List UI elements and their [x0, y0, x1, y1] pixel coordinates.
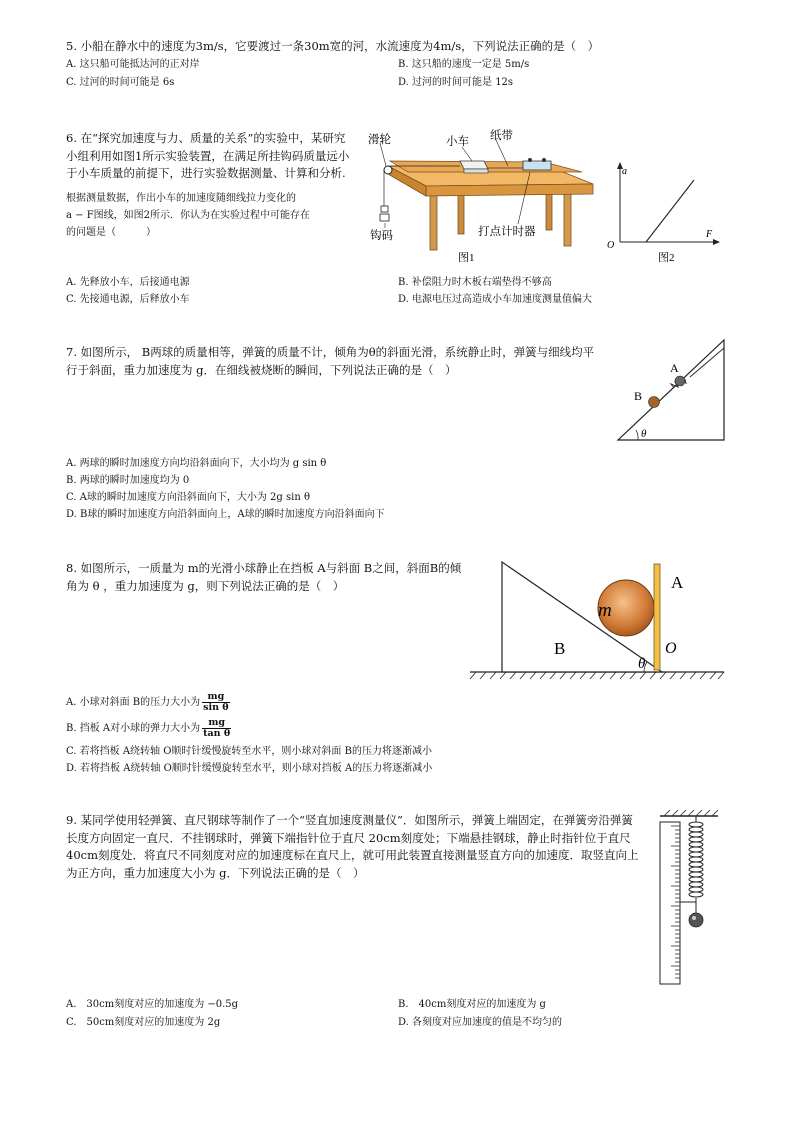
weight — [380, 214, 389, 221]
ball-b — [649, 397, 660, 408]
q6-stem-line: 小组利用如图1所示实验装置，在满足所挂钩码质量远小 — [66, 148, 350, 163]
q9-option-c[interactable]: C. 50cm刻度对应的加速度为 2g — [66, 1017, 221, 1028]
q6-stem-line: 根据测量数据，作出小车的加速度随细线拉力变化的 — [66, 193, 296, 204]
incline-label: B — [554, 639, 566, 658]
q5-option-d[interactable]: D. 过河的时间可能是 12s — [398, 77, 514, 88]
cart — [460, 161, 488, 169]
q9-option-b[interactable]: B. 40cm刻度对应的加速度为 g — [398, 999, 546, 1010]
q6-option-a[interactable]: A. 先释放小车，后接通电源 — [66, 277, 190, 288]
fraction-numerator: mg — [202, 692, 230, 703]
x-arrow — [713, 239, 720, 245]
pulley-label: 滑轮 — [368, 134, 391, 146]
q9-stem-line: 40cm刻度处．将直尺不同刻度对应的加速度标在直尺上，就可用此装置直接测量竖直方向的加速度．取竖直向上 — [66, 848, 639, 862]
q9-stem-line: 9. 某同学使用轻弹簧、直尺钢球等制作了一个“竖直加速度测量仪”．如图所示，弹簧上端固定，在弹簧旁沿弹簧 — [66, 813, 633, 827]
q7-stem-line: 行于斜面，重力加速度为 g．在细线被烧断的瞬间，下列说法正确的是（ ） — [66, 362, 457, 377]
q5-option-a[interactable]: A. 这只船可能抵达河的正对岸 — [66, 59, 200, 70]
q6-option-c[interactable]: C. 先接通电源，后释放小车 — [66, 294, 190, 305]
q8-option-a-fraction — [202, 692, 230, 713]
table-edge — [426, 184, 593, 196]
q9-stem-line: 为正方向，重力加速度大小为 g．下列说法正确的是（ ） — [66, 865, 365, 880]
fraction-denominator: tan θ — [203, 728, 231, 739]
q8-stem — [66, 560, 466, 595]
cart-base — [464, 169, 488, 173]
q7-option-d[interactable]: D. B球的瞬时加速度方向沿斜面向上，A球的瞬时加速度方向沿斜面向下 — [66, 509, 385, 520]
q7-option-b[interactable]: B. 两球的瞬时加速度均为 0 — [66, 475, 190, 486]
q6-figure-2 — [602, 160, 722, 268]
pulley — [384, 166, 392, 174]
q6-stem — [66, 130, 366, 183]
fig2-caption: 图2 — [658, 252, 675, 264]
q6-stem-line: 于小车质量的前提下，进行实验数据测量、计算和分析. — [66, 166, 346, 180]
leader-line — [380, 143, 386, 166]
q8-option-c[interactable]: C. 若将挡板 A绕转轴 O顺时针缓慢旋转至水平，则小球对斜面 B的压力将逐渐减小 — [66, 746, 432, 757]
q7-option-c[interactable]: C. A球的瞬时加速度方向沿斜面向下，大小为 2g sin θ — [66, 492, 310, 503]
q7-figure — [610, 338, 730, 444]
timer-post — [542, 158, 546, 162]
tape-label: 纸带 — [490, 130, 513, 142]
cart-label: 小车 — [446, 136, 469, 148]
timer-post — [528, 158, 532, 162]
q9-stem-line: 长度方向固定一直尺．不挂钢球时，弹簧下端指针位于直尺 20cm刻度处；下端悬挂钢球，静止时指针位于直尺 — [66, 830, 631, 845]
ground-hatch — [470, 672, 724, 679]
q6-stem-line: 的问题是（ ） — [66, 227, 156, 238]
table-leg — [458, 190, 464, 234]
ball-a — [675, 376, 685, 386]
ball-a-label: A — [670, 361, 679, 375]
x-label: F — [706, 229, 713, 240]
q6-stem-2 — [66, 190, 366, 241]
q6-figure-1 — [368, 128, 600, 268]
table-leg — [546, 190, 552, 230]
q6-option-b[interactable]: B. 补偿阻力时木板右端垫得不够高 — [398, 277, 552, 288]
origin-label: O — [607, 240, 615, 251]
q8-option-b[interactable] — [66, 718, 231, 739]
fraction-numerator: mg — [202, 718, 231, 729]
q8-option-b-fraction — [202, 718, 231, 739]
ball-label: m — [598, 600, 612, 621]
q7-option-a[interactable]: A. 两球的瞬时加速度方向均沿斜面向下，大小均为 g sin θ — [66, 458, 327, 469]
q8-option-a-text: A. 小球对斜面 B的压力大小为 — [66, 697, 201, 708]
angle-label: θ — [641, 428, 647, 440]
y-label: a — [622, 166, 627, 177]
ball-b-label: B — [634, 389, 643, 403]
spring — [689, 816, 703, 897]
steel-ball — [689, 913, 703, 927]
q9-stem — [66, 812, 656, 882]
q7-stem — [66, 344, 626, 379]
q8-stem-line: 8. 如图所示，一质量为 m的光滑小球静止在挡板 A与斜面 B之间，斜面B的倾 — [66, 561, 462, 575]
q6-option-d[interactable]: D. 电源电压过高造成小车加速度测量值偏大 — [398, 294, 593, 305]
ticker-timer — [523, 161, 551, 170]
table-leg — [430, 194, 437, 250]
q9-option-d[interactable]: D. 各刻度对应加速度的值是不均匀的 — [398, 1017, 563, 1028]
weight-label: 钩码 — [370, 230, 393, 242]
q5-stem: 5. 小船在静水中的速度为3m/s，它要渡过一条30m宽的河，水流速度为4m/s，下列说法正确的是（ ） — [66, 39, 600, 53]
angle-label: θ — [638, 656, 646, 672]
ball-highlight — [692, 916, 696, 920]
weight — [381, 206, 388, 212]
q8-figure — [466, 558, 728, 686]
q5-option-c[interactable]: C. 过河的时间可能是 6s — [66, 77, 175, 88]
q8-option-d[interactable]: D. 若将挡板 A绕转轴 O顺时针缓慢旋转至水平，则小球对挡板 A的压力将逐渐减小 — [66, 763, 433, 774]
fraction-denominator: sin θ — [203, 702, 229, 713]
q6-stem-line: a − F图线，如图2所示．你认为在实验过程中可能存在 — [66, 210, 310, 221]
plate-label: A — [671, 573, 684, 592]
q6-stem-line: 6. 在“探究加速度与力、质量的关系”的实验中，某研究 — [66, 131, 346, 145]
q8-stem-line: 角为 θ ，重力加速度为 g，则下列说法正确的是（ ） — [66, 578, 345, 593]
q9-figure — [658, 810, 722, 988]
table-leg — [564, 194, 571, 246]
pivot-label: O — [665, 640, 677, 657]
q7-stem-line: 7. 如图所示， B两球的质量相等，弹簧的质量不计，倾角为θ的斜面光滑，系统静止时，弹簧与细线均平 — [66, 345, 595, 359]
leader-line — [462, 147, 472, 161]
q8-option-a[interactable] — [66, 692, 230, 713]
q9-option-a[interactable]: A. 30cm刻度对应的加速度为 −0.5g — [66, 999, 239, 1010]
ceiling-hatch — [664, 810, 718, 816]
q5-option-b[interactable]: B. 这只船的速度一定是 5m/s — [398, 59, 530, 70]
plate-a — [654, 564, 660, 670]
fig1-caption: 图1 — [458, 252, 475, 264]
q8-option-b-text: B. 挡板 A对小球的弹力大小为 — [66, 723, 201, 734]
timer-label: 打点计时器 — [478, 226, 536, 238]
graph-line — [646, 180, 694, 242]
